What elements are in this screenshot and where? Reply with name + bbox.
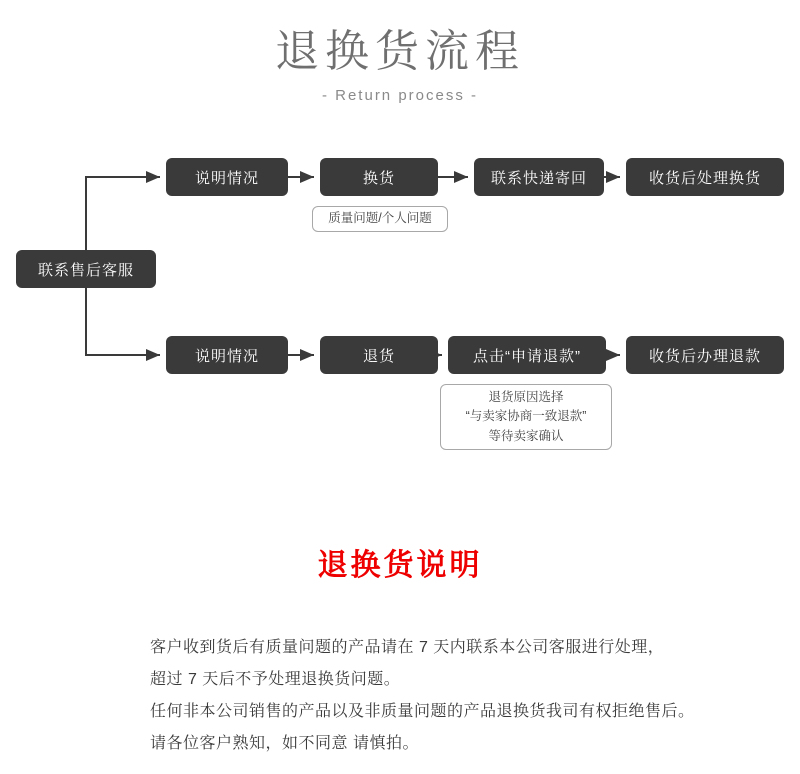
flow-node-exchange-explain[interactable]: 说明情况 <box>166 158 288 196</box>
flow-node-return-goods[interactable]: 退货 <box>320 336 438 374</box>
notice-line-2: 超过 7 天后不予处理退换货问题。 <box>150 671 401 688</box>
page-subtitle: - Return process - <box>321 87 479 104</box>
flow-node-exchange[interactable]: 换货 <box>320 158 438 196</box>
flow-node-exchange-ship-back[interactable]: 联系快递寄回 <box>474 158 604 196</box>
flow-node-apply-refund[interactable]: 点击“申请退款” <box>448 336 606 374</box>
notice-body <box>150 632 750 760</box>
flow-note-refund-line1: 退货原因选择 <box>488 389 564 404</box>
notice-title: 退换货说明 <box>317 549 483 582</box>
notice-line-4: 请各位客户熟知，如不同意 请慎拍。 <box>150 735 419 752</box>
flow-node-exchange-process[interactable]: 收货后处理换货 <box>626 158 784 196</box>
flow-note-refund-reason <box>440 384 612 450</box>
flow-note-refund-line2: “与卖家协商一致退款” <box>465 409 587 424</box>
page-header <box>0 24 800 104</box>
notice-line-1: 客户收到货后有质量问题的产品请在 7 天内联系本公司客服进行处理， <box>150 639 665 656</box>
return-process-flowchart <box>0 140 800 470</box>
page-title: 退换货流程 <box>275 27 525 76</box>
notice-line-3: 任何非本公司销售的产品以及非质量问题的产品退换货我司有权拒绝售后。 <box>150 703 695 720</box>
flow-node-refund-explain[interactable]: 说明情况 <box>166 336 288 374</box>
flow-note-exchange-reason: 质量问题/个人问题 <box>312 206 448 232</box>
flow-node-contact-service[interactable]: 联系售后客服 <box>16 250 156 288</box>
flow-note-refund-line3: 等待卖家确认 <box>488 428 564 443</box>
flow-node-refund-process[interactable]: 收货后办理退款 <box>626 336 784 374</box>
